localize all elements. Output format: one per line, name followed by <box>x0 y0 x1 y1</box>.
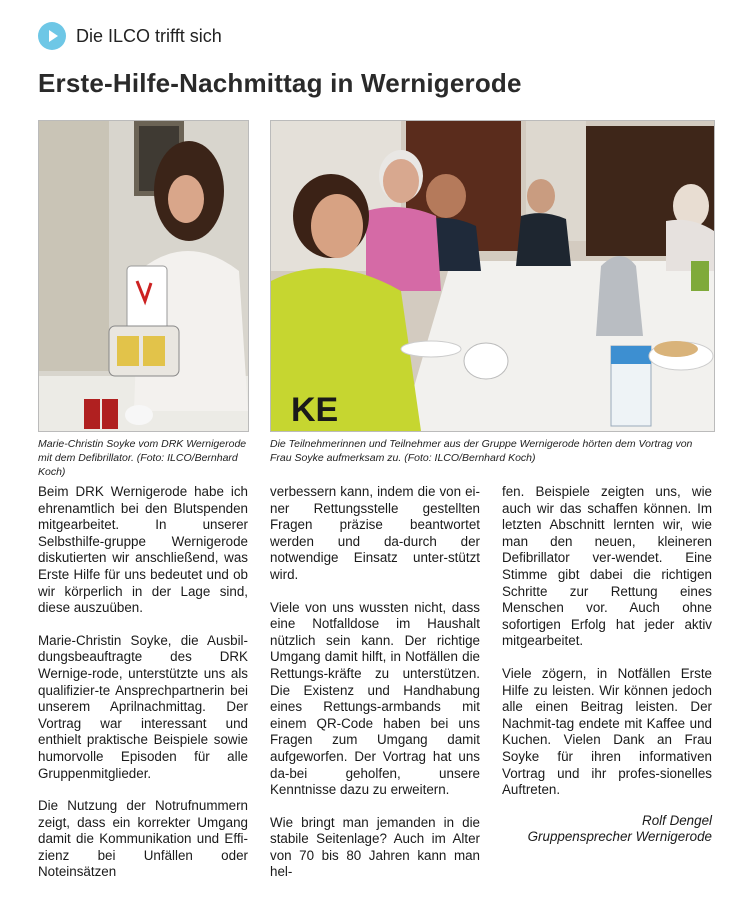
article-title: Erste-Hilfe-Nachmittag in Wernigerode <box>38 68 522 98</box>
paragraph: Viele zögern, in Notfällen Erste Hilfe zu leisten. Wir können jedoch alle einen Beitrag leisten. Der Nachmit-tag endete mit Kaffee und Kuchen. Vielen Dank an Frau Soyke für ihren informativen Vortrag und ihr profes-sionelles Auftreten. <box>502 665 712 798</box>
column-2 <box>270 484 480 897</box>
paragraph: Wie bringt man jemanden in die stabile Seitenlage? Auch im Alter von 70 bis 80 Jahren kann man hel- <box>270 814 480 880</box>
author-role: Gruppensprecher Wernigerode <box>527 829 712 845</box>
paragraph: Marie-Christin Soyke, die Ausbil-dungsbeauftragte des DRK Wernige-rode, unterstützte uns als qualifizier-te Ansprechpartnerin bei unserem Aprilnachmittag. Der Vortrag war interessant und enthielt praktische Beispiele sowie humorvolle Episoden für alle Gruppenmitglieder. <box>38 632 248 781</box>
paragraph: fen. Beispiele zeigten uns, wie auch wir das schaffen können. Im letzten Abschnitt lernten wir, wie man den neuen, kleineren Defibrillator ver-wendet. Eine Stimme gibt dabei die richtigen Schritte zur Rettung eines Menschen vor. Auch ohne sofortigen Erfolg hat jeder aktiv mitgearbeitet. <box>502 484 712 649</box>
article-body <box>38 484 713 897</box>
photo-caption-group: Die Teilnehmerinnen und Teilnehmer aus der Gruppe Wernigerode hörten dem Vortrag von Frau Soyke aufmerksam zu. (Foto: ILCO/Bernhard Koch) <box>270 438 693 464</box>
paragraph: Viele von uns wussten nicht, dass eine Notfalldose im Haushalt nützlich sein kann. Der richtige Umgang damit hilft, in Notfällen die Rettungs-kräfte zu unterstützen. Die Existenz und Handhabung eines Rettungs-armbands mit einem QR-Code haben bei uns Fragen zum Umgang damit aufgeworfen. Der Vortrag hat uns da-bei geholfen, unsere Kenntnisse dazu zu erweitern. <box>270 599 480 798</box>
photo-instructor <box>38 120 249 432</box>
play-circle-icon <box>38 22 66 50</box>
section-label: Die ILCO trifft sich <box>76 25 222 46</box>
paragraph: verbessern kann, indem die von ei-ner Rettungsstelle gestellten Fragen präzise beantwortet werden und da-durch der notwendige Einsatz unter-stützt wird. <box>270 484 480 582</box>
photo-group <box>270 120 715 432</box>
svg-text:KE: KE <box>291 391 339 429</box>
column-1 <box>38 484 248 897</box>
paragraph: Die Nutzung der Notrufnummern zeigt, dass ein korrekter Umgang damit die Kommunikation und Effi-zienz bei Unfällen oder Noteinsätzen <box>38 798 248 880</box>
column-3 <box>502 484 712 897</box>
section-header <box>38 22 222 50</box>
author-name: Rolf Dengel <box>642 812 712 828</box>
author-signature <box>502 813 712 846</box>
photo-caption-instructor: Marie-Christin Soyke vom DRK Wernigerode mit dem Defibrillator. (Foto: ILCO/Bernhard Koch) <box>38 438 247 478</box>
paragraph: Beim DRK Wernigerode habe ich ehrenamtlich bei den Blutspenden mitgearbeitet. In unserer Selbsthilfe-gruppe Wernigerode diskutierten wir anschließend, was Erste Hilfe für uns bedeutet und ob wir körperlich in der Lage sind, diese auszuüben. <box>38 484 248 616</box>
